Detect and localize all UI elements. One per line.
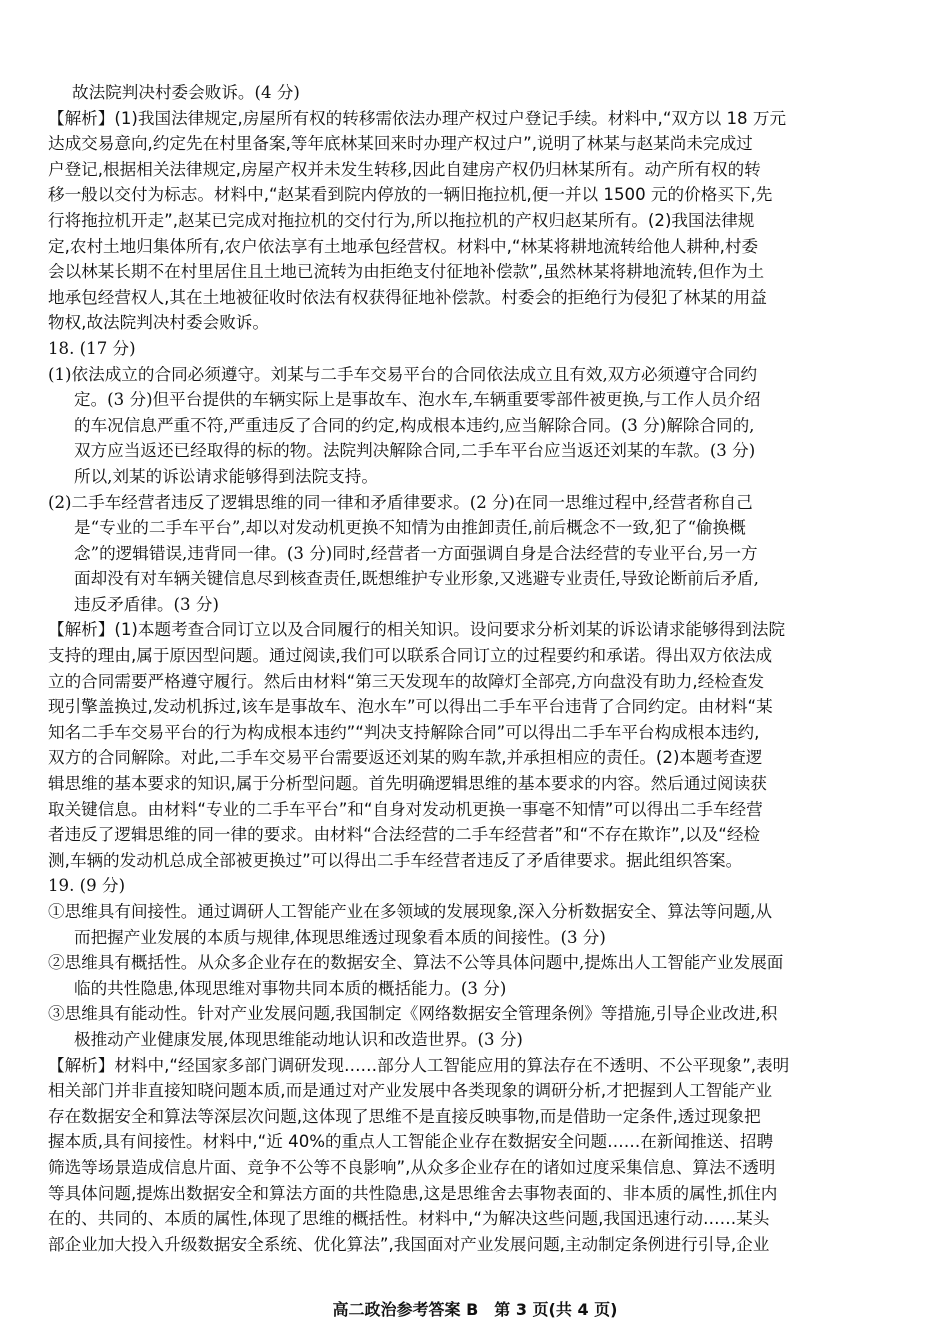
q19-analysis-line: 等具体问题,提炼出数据安全和算法方面的共性隐患,这是思维舍去事物表面的、非本质的属性,抓住内 (48, 1183, 778, 1203)
q17-analysis-line: 【解析】(1)我国法律规定,房屋所有权的转移需依法办理产权过户登记手续。材料中,“双方以 18 万元 (48, 108, 787, 128)
q19-point-1-line: 而把握产业发展的本质与规律,体现思维透过现象看本质的间接性。(3 分) (74, 927, 606, 947)
q18-answer-2-line: 是“专业的二手车平台”,却以对发动机更换不知情为由推卸责任,前后概念不一致,犯了“偷换概 (74, 518, 746, 538)
q17-analysis-line: 移一般以交付为标志。材料中,“赵某看到院内停放的一辆旧拖拉机,便一并以 1500 元的价格买下,先 (48, 185, 773, 205)
q18-answer-2-line: 念”的逻辑错误,违背同一律。(3 分)同时,经营者一方面强调自身是合法经营的专业平台,另一方 (74, 543, 758, 563)
q18-analysis-line: 现引擎盖换过,发动机拆过,该车是事故车、泡水车”可以得出二手车平台违背了合同约定。由材料“某 (48, 697, 773, 717)
q18-heading: 18. (17 分) (48, 338, 136, 358)
q19-point-2 (48, 950, 904, 1001)
q18-analysis-line: 取关键信息。由材料“专业的二手车平台”和“自身对发动机更换一事毫不知情”可以得出二手车经营 (48, 799, 763, 819)
q18-analysis-line: 者违反了逻辑思维的同一律的要求。由材料“合法经营的二手车经营者”和“不存在欺诈”,以及“经检 (48, 825, 761, 845)
q18-analysis-line: 支持的理由,属于原因型问题。通过阅读,我们可以联系合同订立的过程要约和承诺。得出双方依法成 (48, 646, 773, 666)
q17-tail-line: 故法院判决村委会败诉。(4 分) (72, 83, 300, 102)
q18-answer-2-line: 面却没有对车辆关键信息尽到核查责任,既想维护专业形象,又逃避专业责任,导致论断前后矛盾, (74, 569, 759, 589)
q18-analysis-line: 测,车辆的发动机总成全部被更换过”可以得出二手车经营者违反了矛盾律要求。据此组织答案。 (48, 850, 743, 870)
q19-analysis-line: 在的、共同的、本质的属性,体现了思维的概括性。材料中,“为解决这些问题,我国迅速行动……某头 (48, 1209, 770, 1229)
q19-analysis-line: 相关部门并非直接知晓问题本质,而是通过对产业发展中各类现象的调研分析,才把握到人工智能产业 (48, 1081, 773, 1101)
q18-analysis (48, 617, 904, 873)
q19-point-1-line: ①思维具有间接性。通过调研人工智能产业在多领域的发展现象,深入分析数据安全、算法等问题,从 (48, 902, 773, 921)
q17-analysis-line: 会以林某长期不在村里居住且土地已流转为由拒绝支付征地补偿款”,虽然林某将耕地流转,但作为土 (48, 262, 765, 282)
q18-analysis-line: 双方的合同解除。对此,二手车交易平台需要返还刘某的购车款,并承担相应的责任。(2)本题考查逻 (48, 748, 763, 768)
q17-analysis-line: 定,农村土地归集体所有,农户依法享有土地承包经营权。材料中,“林某将耕地流转给他人耕种,村委 (48, 236, 759, 256)
q17-analysis-line: 物权,故法院判决村委会败诉。 (48, 313, 269, 333)
q17-analysis-line: 地承包经营权人,其在土地被征收时依法有权获得征地补偿款。村委会的拒绝行为侵犯了林某的用益 (48, 287, 767, 307)
q19-analysis-line: 【解析】材料中,“经国家多部门调研发现……部分人工智能应用的算法存在不透明、不公平现象”,表明 (48, 1055, 790, 1075)
q18-answer-1-line: 所以,刘某的诉讼请求能够得到法院支持。 (74, 466, 378, 486)
q19-point-3-line: 极推动产业健康发展,体现思维能动地认识和改造世界。(3 分) (74, 1029, 523, 1049)
answer-page (48, 80, 904, 1257)
q19-point-2-line: 临的共性隐患,体现思维对事物共同本质的概括能力。(3 分) (74, 978, 507, 998)
q18-answer-1-line: 的车况信息严重不符,严重违反了合同的约定,构成根本违约,应当解除合同。(3 分)解除合同的, (74, 415, 755, 435)
q17-analysis-line: 达成交易意向,约定先在村里备案,等年底林某回来时办理产权过户”,说明了林某与赵某尚未完成过 (48, 134, 753, 154)
q18-answer-1-line: 定。(3 分)但平台提供的车辆实际上是事故车、泡水车,车辆重要零部件被更换,与工作人员介绍 (74, 390, 761, 410)
q19-analysis-line: 部企业加大投入升级数据安全系统、优化算法”,我国面对产业发展问题,主动制定条例进行引导,企业 (48, 1234, 770, 1254)
q19-analysis-line: 握本质,具有间接性。材料中,“近 40%的重点人工智能企业存在数据安全问题……在新闻推送、招聘 (48, 1132, 774, 1152)
q19-analysis-line: 存在数据安全和算法等深层次问题,这体现了思维不是直接反映事物,而是借助一定条件,透过现象把 (48, 1106, 761, 1126)
q18-answer-1-line: (1)依法成立的合同必须遵守。刘某与二手车交易平台的合同依法成立且有效,双方必须遵守合同约 (48, 364, 758, 384)
q17-analysis (48, 106, 904, 336)
q19-point-2-line: ②思维具有概括性。从众多企业存在的数据安全、算法不公等具体问题中,提炼出人工智能产业发展面 (48, 953, 784, 973)
page-footer: 高二政治参考答案 B 第 3 页(共 4 页) (332, 1300, 618, 1319)
q19-point-3 (48, 1001, 904, 1052)
q18-analysis-line: 【解析】(1)本题考查合同订立以及合同履行的相关知识。设问要求分析刘某的诉讼请求能够得到法院 (48, 620, 786, 640)
q18-answer-1-line: 双方应当返还已经取得的标的物。法院判决解除合同,二手车平台应当返还刘某的车款。(3 分) (74, 441, 756, 461)
q19-point-1 (48, 899, 904, 950)
q18-analysis-line: 辑思维的基本要求的知识,属于分析型问题。首先明确逻辑思维的基本要求的内容。然后通过阅读获 (48, 774, 767, 794)
q18-analysis-line: 立的合同需要严格遵守履行。然后由材料“第三天发现车的故障灯全部亮,方向盘没有助力,经检查发 (48, 671, 765, 691)
q19-point-3-line: ③思维具有能动性。针对产业发展问题,我国制定《网络数据安全管理条例》等措施,引导企业改进,积 (48, 1004, 778, 1024)
q18-analysis-line: 知名二手车交易平台的行为构成根本违约”“判决支持解除合同”可以得出二手车平台构成根本违约, (48, 722, 760, 742)
q17-analysis-line: 户登记,根据相关法律规定,房屋产权并未发生转移,因此自建房产权仍归林某所有。动产所有权的转 (48, 159, 761, 179)
q19-analysis (48, 1053, 904, 1258)
q18-answer-2 (48, 490, 904, 618)
q19-heading: 19. (9 分) (48, 876, 126, 896)
q19-analysis-line: 筛选等场景造成信息片面、竞争不公等不良影响”,从众多企业存在的诸如过度采集信息、算法不透明 (48, 1157, 776, 1177)
q17-analysis-line: 行将拖拉机开走”,赵某已完成对拖拉机的交付行为,所以拖拉机的产权归赵某所有。(2)我国法律规 (48, 210, 755, 230)
q18-answer-2-line: 违反矛盾律。(3 分) (74, 594, 219, 614)
q18-answer-1 (48, 362, 904, 490)
q18-answer-2-line: (2)二手车经营者违反了逻辑思维的同一律和矛盾律要求。(2 分)在同一思维过程中,经营者称自己 (48, 492, 753, 512)
